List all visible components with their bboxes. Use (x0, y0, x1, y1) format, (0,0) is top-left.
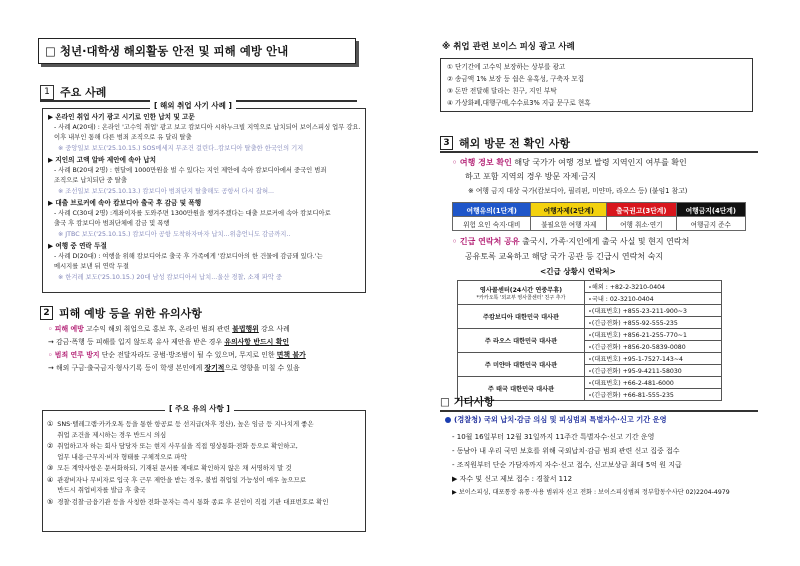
etc-item: - 조직원부터 단순 가담자까지 자수·신고 접수, 신고보상금 최대 5억 원 지급 (452, 461, 682, 469)
section-title: 피해 예방 등을 위한 유의사항 (59, 307, 202, 320)
precaution-label: ◦ 범죄 연루 방지 (48, 351, 100, 359)
section-number: 2 (40, 306, 53, 320)
contact-name (458, 329, 585, 353)
section-2-heading (40, 305, 202, 321)
phishing-ad-item: ④ 가상화폐,대행구매,수수료3% 지급 문구로 현혹 (447, 99, 591, 107)
case-body-line: 출국 후 캄보디아 범죄단체에 감금 및 폭행 (54, 220, 170, 227)
section-number: 1 (40, 85, 54, 100)
precaution-number: ① (47, 420, 54, 428)
case-heading: ▶ 지인의 고액 알바 제안에 속아 납치 (48, 156, 157, 164)
precaution-lines (57, 419, 313, 440)
precaution-line: 관광비자나 무비자로 입국 후 근무 제안을 받는 경우, 불법 취업일 가능성이 매우 높으므로 (57, 475, 306, 484)
scam-cases-list (48, 112, 362, 284)
case-body-line: 이후 내부인 통해 다른 범죄 조직으로 유 달리 탈출 (54, 134, 192, 141)
precaution-number: ② (47, 442, 54, 450)
case-body-line: - 사례 A(20대) : 온라인 '고수익 취업' 광고 보고 캄보디아 시하누크빌 지역으로 납치되어 보이스피싱 업무 강요. (54, 123, 361, 131)
precaution-line: 반드시 취업비자를 발급 후 출국 (57, 486, 146, 494)
etc-item: ▶ 자수 및 신고 제보 접수 : 경찰서 112 (452, 475, 573, 483)
contact-row (458, 305, 722, 317)
emergency-contact-text: 출국시, 가족·지인에게 출국 사실 및 현지 연락처 (519, 237, 690, 246)
precaution-item (47, 419, 361, 440)
precaution-text-tail: 으로 영향을 미칠 수 있음 (224, 364, 300, 372)
precaution-emphasis: 장기적 (204, 364, 225, 372)
travel-level-desc: 여행금지 준수 (676, 217, 745, 231)
key-precautions-list (47, 419, 361, 508)
contact-name (458, 353, 585, 377)
precaution-lines (57, 497, 328, 508)
section-rule (440, 410, 758, 412)
contacts-table (457, 280, 722, 401)
precaution-line (48, 362, 366, 375)
contact-row (458, 353, 722, 365)
travel-alert-label: ◦ 여행 경보 확인 (452, 158, 512, 167)
section-title: 주요 사례 (60, 86, 107, 99)
case-body-line: - 사례 B(20대 2명) : 현달에 1000만원을 벌 수 있다는 지인 제안에 속아 캄보디아에서 중국인 범죄 (54, 166, 327, 174)
etc-item: - 10월 16일부터 12월 31일까지 11주간 특별자수·신고 기간 운영 (452, 433, 655, 441)
contact-row (458, 377, 722, 389)
contact-phone: ∘(긴급전화) +855-92-555-235 (585, 317, 722, 329)
contact-name (458, 281, 585, 305)
section-number: 3 (440, 136, 453, 150)
precaution-line: 모든 계약사항은 문서화하되, 기재된 문서를 제대로 확인하지 않은 채 서명하지 말 것 (57, 464, 292, 472)
precaution-number: ⑤ (47, 497, 54, 506)
contact-name-sub: *카카오톡 '외교부 영사콜센터' 친구 추가 (476, 294, 566, 301)
travel-level-desc: 불필요한 여행 자제 (531, 217, 607, 231)
travel-level-label: 출국권고(3단계) (607, 203, 676, 217)
etc-head-line (445, 415, 667, 425)
section-3-heading (440, 135, 570, 151)
precaution-text: 단순 전달자라도 공범·방조범이 될 수 있으며, 무지로 인한 (99, 351, 277, 359)
precaution-number: ③ (47, 464, 54, 472)
etc-head-text: (경찰청) 국외 납치·감금 의심 및 피싱범죄 특별자수·신고 기간 운영 (454, 415, 667, 424)
travel-ban-note: ※ 여행 금지 대상 국가(캄보디아, 필리핀, 미얀마, 라오스 등) (붙임1 참고) (468, 187, 688, 195)
case-source-link: ※ 한겨레 보도('25.10.15.) 20대 남성 캄보디아서 납치...울산 경찰, 소재 파악 중 (58, 273, 282, 281)
case-source-link: ※ JTBC 보도('25.10.15.) 캄보디아 공항 도착하자마자 납치...위층언니도 감금까지.. (58, 230, 291, 238)
contact-name-text: 주 미얀마 대한민국 대사관 (484, 362, 558, 369)
phishing-ad-item: ② 송금액 1% 보장 등 쉽은 유혹성, 구축자 모집 (447, 75, 585, 83)
contact-name-text: 주 라오스 대한민국 대사관 (484, 338, 558, 345)
etc-items (452, 430, 760, 500)
case-heading: ▶ 온라인 취업 사기 광고 시기로 인한 납치 및 고문 (48, 113, 195, 121)
contact-row (458, 329, 722, 341)
contact-phone: ∘(긴급전화) +856-20-5839-0080 (585, 341, 722, 353)
travel-alert-text: 해당 국가가 여행 경보 발령 지역인지 여부를 확인 (511, 158, 687, 167)
case-body-line: 조직으로 납치되단 중 탈출 (54, 177, 127, 184)
precaution-line: 취업하고자 하는 회사 담당자 또는 현지 사무실을 직접 영상통화·전화 등으로 확인하고, (57, 442, 298, 450)
phishing-ad-box (440, 58, 753, 112)
precaution-line (48, 323, 366, 336)
contact-phone: ∘(대표번호) +66-2-481-6000 (585, 377, 722, 389)
contacts-caption: <긴급 상황시 연락처> (540, 267, 616, 276)
section-rule (440, 151, 758, 153)
precaution-lines (57, 463, 291, 474)
phishing-ad-item: ① 단기간에 고수익 보장하는 상부를 광고 (447, 63, 566, 71)
contact-phone: ∘(긴급전화) +95-9-4211-58030 (585, 365, 722, 377)
precaution-number: ④ (47, 475, 54, 484)
contact-name-text: 영사콜센터(24시간 연중무휴) (479, 286, 563, 294)
etc-item: - 동남아 내 우리 국민 보호를 위해 국외납치·감금 범죄 관련 신고 집중 접수 (452, 447, 680, 455)
precaution-line: 취업 조건을 제시하는 경우 반드시 의심 (57, 430, 167, 439)
precaution-line: 경찰·검찰·금융기관 등을 사칭한 전화·문자는 즉시 통화 종료 후 본인이 직접 기관 대표번호로 확인 (57, 497, 329, 506)
precaution-text: → 감금·폭행 등 피해를 입지 않도록 유사 제안을 받은 경우 (48, 338, 225, 346)
precaution-text: 고수익 해외 취업으로 홍보 후, 온라인 범죄 관련 (83, 325, 233, 333)
case-source-link: ※ 중앙일보 보도('25.10.15.) SOS메세지 무조건 걸린다..캄보디아 탈출한 한국인의 기지 (58, 144, 304, 152)
case-source-link: ※ 조선일보 보도('25.10.13.) 캄보디아 범죄단지 탈출해도 공항서 다시 잡혀... (58, 187, 275, 195)
precaution-emphasis: 면책 불가 (276, 351, 306, 359)
emergency-contact-line-1 (452, 235, 689, 249)
travel-alert-levels (452, 202, 746, 231)
precaution-line (48, 336, 366, 349)
precaution-emphasis: 불법행위 (232, 325, 259, 333)
travel-level-label: 여행금지(4단계) (676, 203, 745, 217)
emergency-contact-line-2: 공유토록 교육하고 해당 국가 공관 등 긴급시 연락처 숙지 (465, 252, 664, 261)
precaution-line (48, 349, 366, 362)
phishing-ad-heading: ※ 취업 관련 보이스 피싱 광고 사례 (442, 42, 575, 52)
travel-level-label: 여행자제(2단계) (531, 203, 607, 217)
precaution-item (47, 463, 361, 474)
travel-level-desc: 위험 요인 숙지·대비 (453, 217, 531, 231)
key-precautions-header: [ 주요 유의 사항 ] (165, 403, 234, 414)
precaution-lines (57, 475, 306, 496)
travel-alert-line-1 (452, 156, 687, 170)
section-title: 해외 방문 전 확인 사항 (459, 137, 570, 150)
scam-cases-box-header: [ 해외 취업 사기 사례 ] (150, 100, 236, 111)
contact-phone: ∘(대표번호) +856-21-255-770~1 (585, 329, 722, 341)
phishing-ad-item: ③ 돈만 전달해 달라는 친구, 지인 부탁 (447, 87, 557, 95)
precaution-text: → 해외 구금·출국금지·형사기록 등이 학생 본인에게 (48, 364, 205, 372)
precaution-item (47, 441, 361, 462)
precaution-item (47, 475, 361, 496)
etc-item: ▶ 보이스피싱, 대포통장 유통·사용 범위자 신고 전화 : 보이스피싱범죄 정부합동수사단 02)2204-4979 (452, 489, 730, 496)
contact-name (458, 305, 585, 329)
precaution-emphasis: 유의사항 반드시 확인 (224, 338, 290, 346)
contact-phone: ∘(대표번호) +855-23-211-900~3 (585, 305, 722, 317)
travel-alert-line-2: 하고 포함 지역의 경우 방문 자제·금지 (465, 172, 597, 181)
travel-level-desc: 여행 취소·연기 (607, 217, 676, 231)
precaution-item (47, 497, 361, 508)
precaution-line: SNS·텔레그램·카카오톡 등을 통한 항공료 등 선지급(차후 정산), 높은 임금 등 지나치게 좋은 (57, 420, 314, 428)
case-heading: ▶ 여행 중 연락 두절 (48, 242, 107, 250)
section-1-heading (40, 84, 106, 100)
precautions-bullets (48, 323, 366, 375)
contact-name-text: 주캄보디아 대한민국 대사관 (482, 314, 560, 321)
travel-level-label: 여행유의(1단계) (453, 203, 531, 217)
case-body-line: 메시지를 보낸 뒤 연락 두절 (54, 263, 129, 270)
precaution-text-tail: 강요 사례 (258, 325, 290, 333)
contact-phone: ∘국내 : 02-3210-0404 (585, 293, 722, 305)
case-body-line: - 사례 C(30대 2명) :계좌이자를 도와주면 1300만원을 챙겨주겠다는 대출 브로커에 속아 캄보디아로 (54, 209, 331, 217)
case-heading: ▶ 대출 브로커에 속아 캄보디아 출국 후 감금 및 폭행 (48, 199, 202, 207)
contact-phone: ∘해외 : +82-2-3210-0404 (585, 281, 722, 293)
bullet-icon (445, 417, 451, 423)
emergency-contact-label: ◦ 긴급 연락처 공유 (452, 237, 520, 246)
contact-phone: ∘(긴급전화) +66-81-555-235 (585, 389, 722, 401)
etc-heading: □ 기타사항 (440, 396, 495, 408)
precaution-lines (57, 441, 297, 462)
contact-phone: ∘(대표번호) +95-1-7527-143~4 (585, 353, 722, 365)
contact-row (458, 281, 722, 293)
document-title (38, 38, 356, 64)
document-title-text: □ 청년·대학생 해외활동 안전 및 피해 예방 안내 (45, 44, 289, 58)
precaution-label: ◦ 피해 예방 (48, 325, 84, 333)
precaution-line: 업무 내용·근무지·비자 형태를 구체적으로 파악 (57, 452, 187, 461)
contact-name-text: 주 태국 대한민국 대사관 (487, 386, 555, 393)
case-body-line: - 사례 D(20대) : 여행을 위해 캄보디아로 출국 후 가족에게 '캄보디아의 한 건물에 감금돼 있다.'는 (54, 252, 323, 260)
